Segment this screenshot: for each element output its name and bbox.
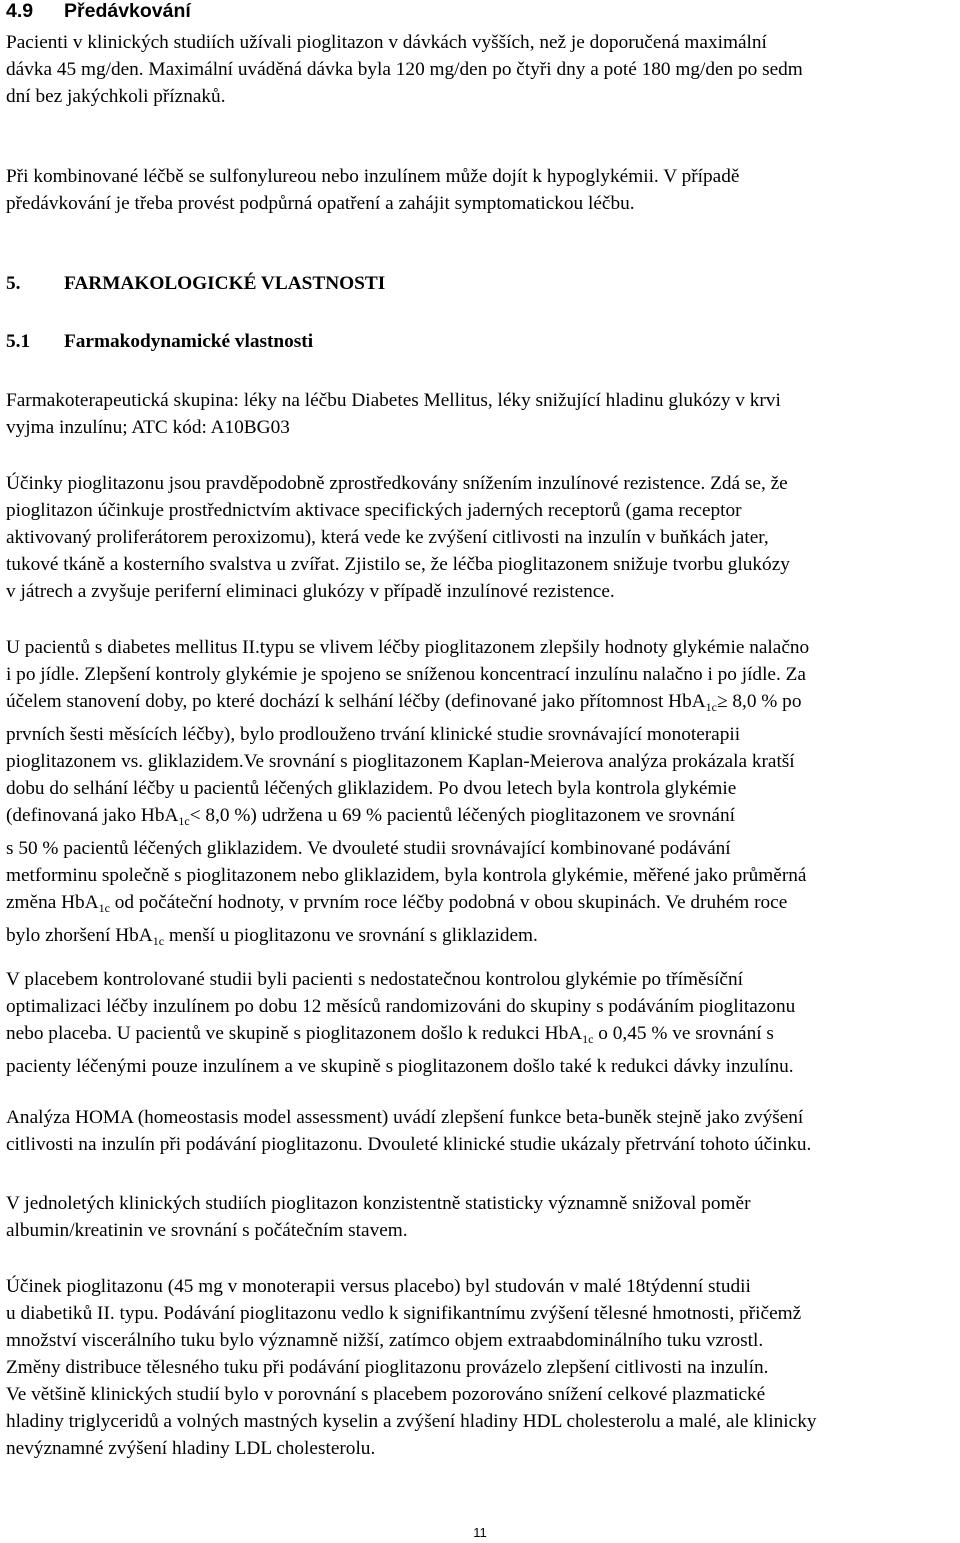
text-line: [6, 889, 809, 922]
text-segment: od počáteční hodnoty, v prvním roce léčby podobná v obou skupinách. Ve druhém roce: [109, 892, 788, 913]
text-line: dobu do selhání léčby u pacientů léčených gliklazidem. Po dvou letech byla kontrola glykémie: [6, 778, 737, 799]
section-title: FARMAKOLOGICKÉ VLASTNOSTI: [64, 273, 386, 294]
section-5-heading: [6, 273, 385, 295]
pharmacotherapeutic-group-paragraph: [6, 387, 781, 441]
text-segment: (definovaná jako HbA: [6, 805, 179, 826]
body-fat-study-paragraph: [6, 1273, 816, 1462]
subscript: 1c: [98, 901, 110, 915]
text-segment: o 0,45 % ve srovnání s: [593, 1023, 774, 1044]
text-segment: < 8,0 %) udržena u 69 % pacientů léčených pioglitazonem ve srovnání: [189, 805, 735, 826]
text-line: V jednoletých klinických studiích pioglitazon konzistentně statisticky významně snižoval poměr: [6, 1193, 751, 1214]
section-5-1-heading: [6, 331, 313, 353]
text-line: množství viscerálního tuku bylo významně nižší, zatímco objem extraabdominálního tuku vzrostl.: [6, 1330, 764, 1351]
subscript: 1c: [705, 700, 717, 714]
text-line: prvních šesti měsících léčby), bylo prodlouženo trvání klinické studie srovnávající monoterapii: [6, 724, 741, 745]
text-line: dávka 45 mg/den. Maximální uváděná dávka byla 120 mg/den po čtyři dny a poté 180 mg/den po sedm: [6, 59, 803, 80]
text-line: pacienty léčenými pouze inzulínem a ve skupině s pioglitazonem došlo také k redukci dávky inzulínu.: [6, 1056, 794, 1077]
text-line: V placebem kontrolované studii byli pacienti s nedostatečnou kontrolou glykémie po tříměsíční: [6, 969, 743, 990]
text-line: nevýznamné zvýšení hladiny LDL cholesterolu.: [6, 1438, 376, 1459]
text-line: předávkování je třeba provést podpůrná opatření a zahájit symptomatickou léčbu.: [6, 193, 635, 214]
text-line: aktivovaný proliferátorem peroxizomu), která vede ke zvýšení citlivosti na inzulín v buňkách jater,: [6, 527, 769, 548]
text-line: [6, 1020, 795, 1053]
page-number: 11: [473, 1525, 487, 1540]
text-line: U pacientů s diabetes mellitus II.typu se vlivem léčby pioglitazonem zlepšily hodnoty glykémie nalačno: [6, 637, 810, 658]
glycemic-control-paragraph: [6, 634, 809, 955]
text-line: metforminu společně s pioglitazonem nebo gliklazidem, byla kontrola glykémie, měřené jako průměrná: [6, 865, 807, 886]
text-line: Ve většině klinických studií bylo v porovnání s placebem pozorováno snížení celkové plazmatické: [6, 1384, 766, 1405]
text-segment: menší u pioglitazonu ve srovnání s gliklazidem.: [164, 925, 538, 946]
section-number: 4.9: [6, 0, 34, 22]
text-line: pioglitazonem vs. gliklazidem.Ve srovnání s pioglitazonem Kaplan-Meierova analýza prokázala kratší: [6, 751, 795, 772]
text-line: pioglitazon účinkuje prostřednictvím aktivace specifických jaderných receptorů (gama receptor: [6, 500, 742, 521]
text-line: vyjma inzulínu; ATC kód: A10BG03: [6, 417, 290, 438]
text-line: i po jídle. Zlepšení kontroly glykémie je spojeno se sníženou koncentrací inzulínu nalačno i po jídle. Za: [6, 664, 806, 685]
section-number: 5.1: [6, 331, 31, 352]
section-title: Farmakodynamické vlastnosti: [64, 331, 314, 352]
text-line: Analýza HOMA (homeostasis model assessment) uvádí zlepšení funkce beta-buněk stejně jako zvýšení: [6, 1107, 804, 1128]
text-line: s 50 % pacientů léčených gliklazidem. Ve dvouleté studii srovnávající kombinované podávání: [6, 838, 731, 859]
text-segment: nebo placeba. U pacientů ve skupině s pioglitazonem došlo k redukci HbA: [6, 1023, 583, 1044]
section-number: 5.: [6, 273, 21, 294]
overdose-paragraph-2: [6, 163, 739, 217]
text-line: Změny distribuce tělesného tuku při podávání pioglitazonu provázelo zlepšení citlivosti na inzulín.: [6, 1357, 769, 1378]
text-line: Pacienti v klinických studiích užívali pioglitazon v dávkách vyšších, než je doporučená maximální: [6, 32, 767, 53]
text-line: citlivosti na inzulín při podávání pioglitazonu. Dvouleté klinické studie ukázaly přetrvání tohoto účinku.: [6, 1134, 812, 1155]
text-line: Účinky pioglitazonu jsou pravděpodobně zprostředkovány snížením inzulínové rezistence. Zdá se, že: [6, 473, 788, 494]
text-line: Účinek pioglitazonu (45 mg v monoterapii versus placebo) byl studován v malé 18týdenní studii: [6, 1276, 751, 1297]
text-segment: účelem stanovení doby, po které dochází k selhání léčby (definované jako přítomnost HbA: [6, 691, 706, 712]
subscript: 1c: [582, 1032, 594, 1046]
text-line: optimalizaci léčby inzulínem po dobu 12 měsíců randomizováni do skupiny s podáváním pioglitazonu: [6, 996, 796, 1017]
text-line: albumin/kreatinin ve srovnání s počátečním stavem.: [6, 1220, 408, 1241]
text-line: u diabetiků II. typu. Podávání pioglitazonu vedlo k signifikantnímu zvýšení tělesné hmotnosti, přičemž: [6, 1303, 802, 1324]
text-segment: změna HbA: [6, 892, 99, 913]
section-4-9-heading: [6, 0, 191, 23]
text-segment: ≥ 8,0 % po: [716, 691, 802, 712]
homa-paragraph: [6, 1104, 811, 1158]
text-segment: bylo zhoršení HbA: [6, 925, 153, 946]
text-line: dní bez jakýchkoli příznaků.: [6, 86, 226, 107]
subscript: 1c: [152, 934, 165, 948]
subscript: 1c: [178, 814, 190, 828]
mechanism-paragraph: [6, 470, 790, 605]
text-line: [6, 922, 809, 955]
text-line: hladiny triglyceridů a volných mastných kyselin a zvýšení hladiny HDL cholesterolu a malé, ale klinicky: [6, 1411, 817, 1432]
text-line: Při kombinované léčbě se sulfonylureou nebo inzulínem může dojít k hypoglykémii. V případě: [6, 166, 740, 187]
albumin-creatinine-paragraph: [6, 1190, 750, 1244]
text-line: tukové tkáně a kosterního svalstva u zvířat. Zjistilo se, že léčba pioglitazonem snižuje tvorbu glukózy: [6, 554, 790, 575]
placebo-study-paragraph: [6, 966, 795, 1080]
text-line: [6, 802, 809, 835]
text-line: [6, 688, 809, 721]
text-line: v játrech a zvyšuje periferní eliminaci glukózy v případě inzulínové rezistence.: [6, 581, 615, 602]
text-line: Farmakoterapeutická skupina: léky na léčbu Diabetes Mellitus, léky snižující hladinu glukózy v krvi: [6, 390, 781, 411]
section-title: Předávkování: [64, 0, 191, 22]
overdose-paragraph-1: [6, 29, 803, 110]
